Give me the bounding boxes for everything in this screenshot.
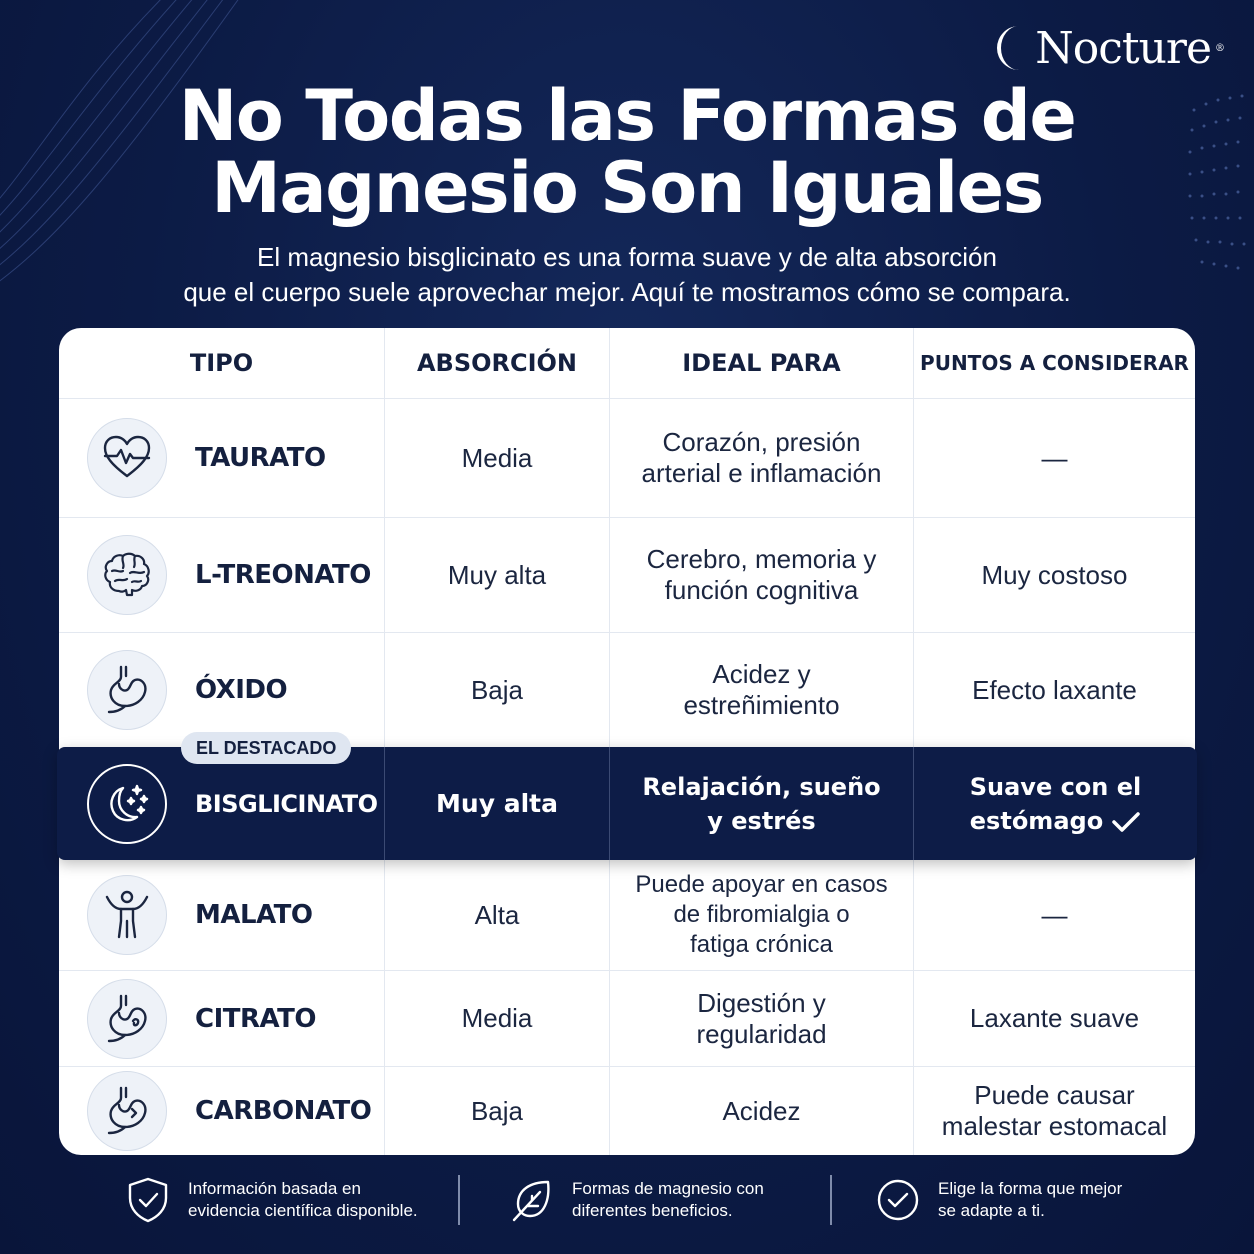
footer-text: [188, 1178, 418, 1222]
type-icon-container: [87, 418, 167, 498]
notes-line: estómago: [969, 806, 1104, 835]
considerations-cell: [914, 1067, 1195, 1155]
type-icon-container: [87, 875, 167, 955]
leaf-icon: [510, 1176, 554, 1224]
type-label: TAURATO: [195, 443, 326, 473]
table-header: [59, 328, 1195, 398]
footer-item: [876, 1170, 1122, 1230]
type-icon-container: [87, 979, 167, 1059]
absorption-cell: Alta: [385, 860, 610, 970]
circle-check-icon: [876, 1176, 920, 1224]
featured-badge: EL DESTACADO: [181, 732, 351, 764]
type-cell: [59, 518, 385, 632]
type-label: ÓXIDO: [195, 675, 288, 705]
footer-divider: [458, 1175, 460, 1225]
notes-line-with-check: [970, 804, 1142, 838]
absorption-cell: Baja: [385, 1067, 610, 1155]
header-type: TIPO: [59, 328, 385, 398]
considerations-cell: [914, 633, 1195, 747]
table-row: [59, 398, 1195, 517]
notes-line: malestar estomacal: [941, 1111, 1168, 1141]
notes-line: —: [1041, 899, 1068, 930]
ideal-for-cell: [610, 860, 914, 970]
notes-line: Efecto laxante: [972, 674, 1137, 705]
type-cell: [59, 971, 385, 1066]
absorption-cell: Media: [385, 971, 610, 1066]
type-cell: [59, 1067, 385, 1155]
ideal-line: fatiga crónica: [690, 931, 833, 958]
ideal-line: Puede apoyar en casos: [635, 871, 888, 898]
footer-line: diferentes beneficios.: [572, 1201, 733, 1220]
considerations-cell: [914, 860, 1195, 970]
ideal-line: Digestión y: [697, 987, 826, 1018]
footer-text: [572, 1178, 764, 1222]
footer-line: Formas de magnesio con: [572, 1179, 764, 1198]
heart-pulse-icon: [99, 430, 155, 486]
title-line-2: Magnesio Son Iguales: [211, 147, 1043, 229]
table-row: [59, 1066, 1195, 1155]
type-icon-container: [87, 650, 167, 730]
table-row: [59, 632, 1195, 747]
stomach-icon: [99, 1083, 155, 1139]
type-cell: [59, 399, 385, 517]
ideal-line: Acidez: [722, 1095, 801, 1126]
header-considerations: PUNTOS A CONSIDERAR: [920, 350, 1189, 375]
ideal-for-cell: [610, 399, 914, 517]
notes-line: Suave con el: [969, 772, 1142, 801]
table-row: [59, 970, 1195, 1066]
footer: [0, 1170, 1254, 1230]
type-icon-container: [87, 1071, 167, 1151]
ideal-line: Cerebro, memoria y: [646, 544, 877, 574]
absorption-cell: Muy alta: [385, 518, 610, 632]
title-line-1: No Todas las Formas de: [178, 75, 1076, 157]
type-icon-container: [87, 535, 167, 615]
brand-logo: [989, 22, 1224, 74]
brand-name: Nocture: [1035, 22, 1211, 74]
header-ideal-for: IDEAL PARA: [610, 328, 914, 398]
type-label: L-TREONATO: [195, 560, 371, 590]
considerations-cell: [914, 747, 1197, 860]
ideal-for-cell: [610, 971, 914, 1066]
ideal-for-cell: [610, 633, 914, 747]
footer-line: Información basada en: [188, 1179, 361, 1198]
brand-registered: ®: [1215, 42, 1224, 54]
table-row: [59, 517, 1195, 632]
notes-line: Puede causar: [974, 1080, 1135, 1110]
type-label: BISGLICINATO: [195, 789, 378, 818]
table-row: [59, 860, 1195, 970]
considerations-cell: [914, 971, 1195, 1066]
page-title: [0, 75, 1254, 229]
absorption-cell: Media: [385, 399, 610, 517]
ideal-line: estreñimiento: [683, 690, 840, 720]
absorption-cell: Muy alta: [385, 747, 610, 860]
footer-item: [510, 1170, 764, 1230]
type-cell: [59, 860, 385, 970]
ideal-for-cell: [610, 747, 914, 860]
crescent-moon-icon: [989, 22, 1033, 74]
person-arms-up-icon: [99, 887, 155, 943]
footer-line: se adapte a ti.: [938, 1201, 1045, 1220]
ideal-line: de fibromialgia o: [673, 901, 850, 928]
checkmark-icon: [1111, 810, 1141, 834]
type-cell: [59, 633, 385, 747]
stomach-icon: [99, 662, 155, 718]
ideal-line: y estrés: [707, 806, 816, 835]
absorption-cell: Baja: [385, 633, 610, 747]
shield-check-icon: [126, 1176, 170, 1224]
ideal-line: Acidez y: [712, 659, 811, 689]
notes-line: Laxante suave: [969, 1003, 1140, 1033]
ideal-for-cell: [610, 1067, 914, 1155]
considerations-cell: [914, 399, 1195, 517]
ideal-line: Relajación, sueño: [642, 772, 881, 801]
footer-divider: [830, 1175, 832, 1225]
footer-item: [126, 1170, 418, 1230]
footer-text: [938, 1178, 1122, 1222]
type-icon-container: [87, 764, 167, 844]
considerations-cell: [914, 518, 1195, 632]
footer-line: Elige la forma que mejor: [938, 1179, 1123, 1198]
header-absorption: ABSORCIÓN: [385, 328, 610, 398]
subtitle-line-2: que el cuerpo suele aprovechar mejor. Aquí te mostramos cómo se compara.: [183, 277, 1071, 307]
ideal-line: regularidad: [696, 1018, 827, 1049]
notes-line: Muy costoso: [981, 559, 1128, 590]
page-subtitle: [0, 240, 1254, 310]
ideal-for-cell: [610, 518, 914, 632]
type-label: MALATO: [195, 900, 313, 930]
notes-line: —: [1041, 442, 1068, 473]
footer-line: evidencia científica disponible.: [188, 1201, 418, 1220]
stomach-icon: [99, 991, 155, 1047]
ideal-line: función cognitiva: [664, 575, 859, 605]
ideal-line: Corazón, presión: [662, 427, 861, 457]
brain-icon: [99, 547, 155, 603]
type-label: CARBONATO: [195, 1096, 372, 1126]
type-label: CITRATO: [195, 1003, 316, 1034]
ideal-line: arterial e inflamación: [641, 458, 882, 488]
subtitle-line-1: El magnesio bisglicinato es una forma suave y de alta absorción: [257, 242, 997, 272]
moon-stars-icon: [99, 776, 155, 832]
